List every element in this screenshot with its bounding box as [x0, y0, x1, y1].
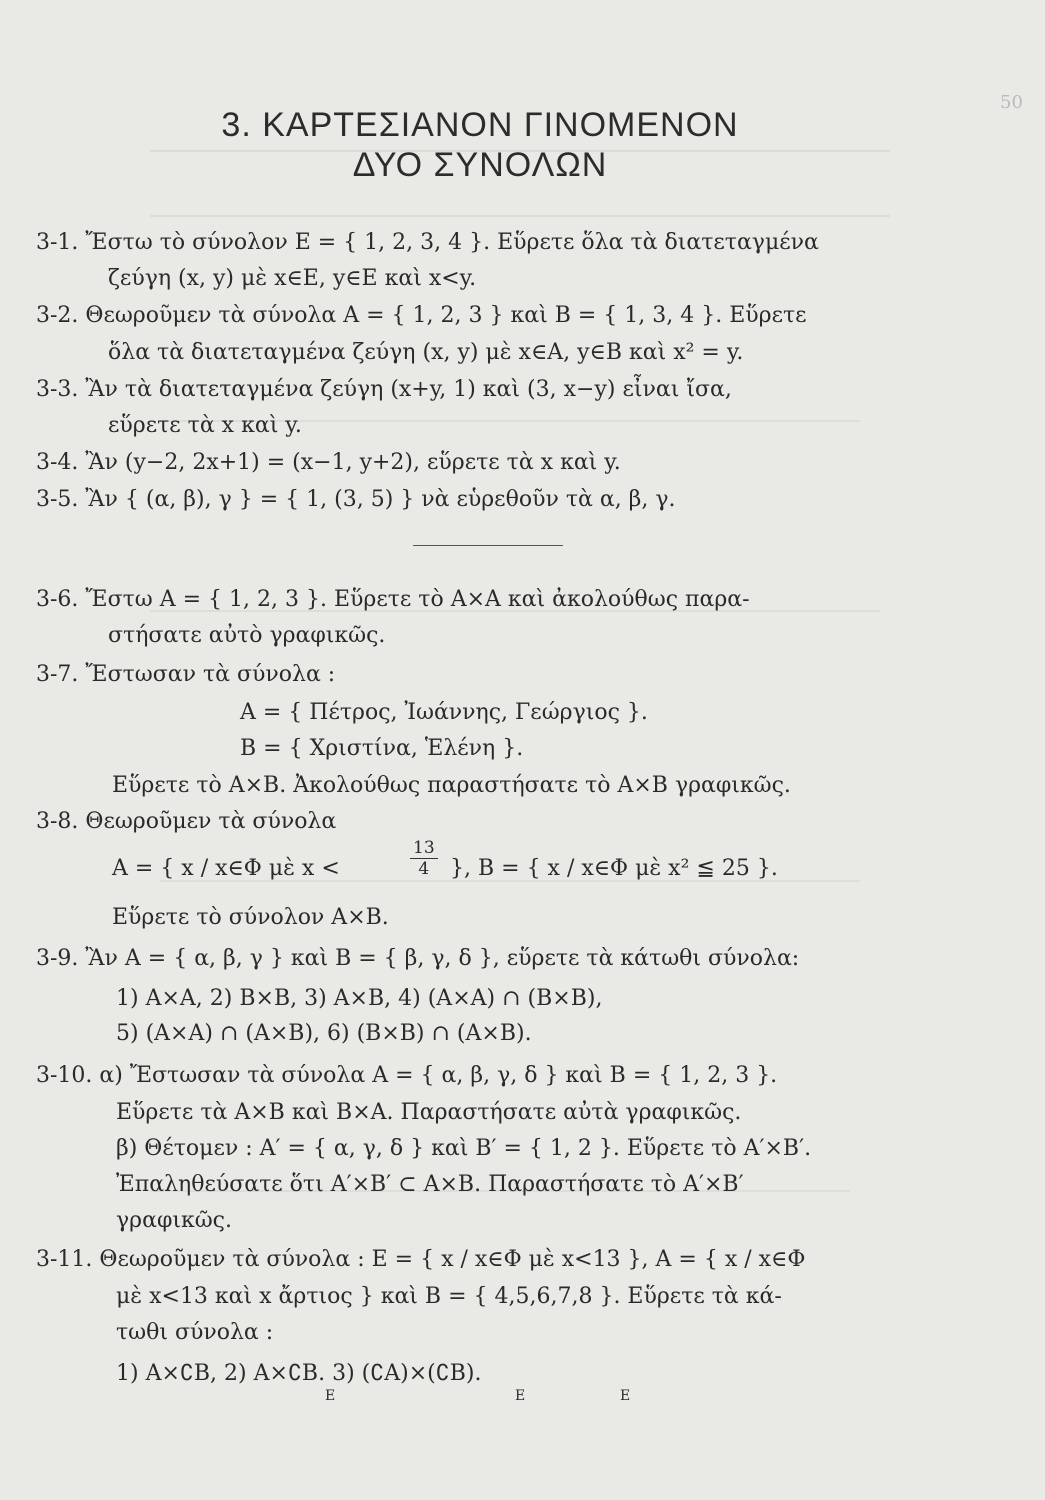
exercise-3-10-line-5: γραφικῶς.	[116, 1208, 232, 1233]
exercise-3-8-set-b: }, Β = { x / x∈Φ μὲ x² ≦ 25 }.	[450, 856, 778, 881]
set-b-definition: Β = { Χριστίνα, Ἑλένη }.	[240, 736, 524, 761]
exercise-3-10-line-1: 3-10. α) Ἔστωσαν τὰ σύνολα Α = { α, β, γ, δ } καὶ Β = { 1, 2, 3 }.	[36, 1063, 778, 1088]
exercise-3-9-line-1: 3-9. Ἂν Α = { α, β, γ } καὶ Β = { β, γ, δ }, εὕρετε τὰ κάτωθι σύνολα:	[36, 946, 800, 971]
fraction-numerator: 13	[410, 838, 438, 859]
fraction-denominator: 4	[418, 859, 430, 879]
exercise-3-10-line-2: Εὕρετε τὰ Α×Β καὶ Β×Α. Παραστήσατε αὐτὰ γραφικῶς.	[116, 1100, 742, 1125]
subscript-e-3: Ε	[620, 1388, 631, 1404]
exercise-3-2-line-2: ὅλα τὰ διατεταγμένα ζεύγη (x, y) μὲ x∈Α, y∈Β καὶ x² = y.	[108, 340, 744, 365]
exercise-3-6-line-1: 3-6. Ἔστω Α = { 1, 2, 3 }. Εὕρετε τὸ Α×Α καὶ ἀκολούθως παρα-	[36, 587, 750, 612]
exercise-3-8-line-3: Εὕρετε τὸ σύνολον Α×Β.	[112, 905, 389, 930]
exercise-3-8-set-a: Α = { x / x∈Φ μὲ x <	[112, 856, 340, 881]
exercise-3-9-line-3: 5) (Α×Α) ∩ (Α×Β), 6) (Β×Β) ∩ (Α×Β).	[116, 1021, 532, 1046]
subscript-e-2: Ε	[515, 1388, 526, 1404]
exercise-3-7-line-1: 3-7. Ἔστωσαν τὰ σύνολα :	[36, 662, 336, 687]
chapter-title-line-2: ΔΥΟ ΣΥΝΟΛΩΝ	[352, 146, 608, 184]
section-divider	[413, 545, 563, 546]
exercise-3-1-line-2: ζεύγη (x, y) μὲ x∈Ε, y∈Ε καὶ x<y.	[108, 266, 477, 291]
exercise-3-2-line-1: 3-2. Θεωροῦμεν τὰ σύνολα Α = { 1, 2, 3 } καὶ Β = { 1, 3, 4 }. Εὕρετε	[36, 303, 807, 328]
exercise-3-9-line-2: 1) Α×Α, 2) Β×Β, 3) Α×Β, 4) (Α×Α) ∩ (Β×Β),	[116, 986, 603, 1011]
fraction-13-over-4	[410, 838, 438, 879]
subscript-e-1: Ε	[325, 1388, 336, 1404]
exercise-3-11-line-2: μὲ x<13 καὶ x ἄρτιος } καὶ Β = { 4,5,6,7,8 }. Εὕρετε τὰ κά-	[116, 1284, 782, 1309]
set-a-definition: Α = { Πέτρος, Ἰωάννης, Γεώργιος }.	[240, 700, 648, 725]
exercise-3-10-line-3: β) Θέτομεν : Α′ = { α, γ, δ } καὶ Β′ = { 1, 2 }. Εὕρετε τὸ Α′×Β′.	[116, 1136, 812, 1161]
exercise-3-6-line-2: στήσατε αὐτὸ γραφικῶς.	[108, 623, 386, 648]
exercise-3-3-line-2: εὕρετε τὰ x καὶ y.	[108, 413, 302, 438]
exercise-3-4: 3-4. Ἂν (y−2, 2x+1) = (x−1, y+2), εὕρετε τὰ x καὶ y.	[36, 450, 621, 475]
exercise-3-11-line-1: 3-11. Θεωροῦμεν τὰ σύνολα : Ε = { x / x∈Φ μὲ x<13 }, Α = { x / x∈Φ	[36, 1247, 806, 1272]
exercise-3-3-line-1: 3-3. Ἂν τὰ διατεταγμένα ζεύγη (x+y, 1) καὶ (3, x−y) εἶναι ἴσα,	[36, 377, 732, 402]
exercise-3-10-line-4: Ἐπαληθεύσατε ὅτι Α′×Β′ ⊂ Α×Β. Παραστήσατε τὸ Α′×Β′	[116, 1172, 744, 1197]
exercise-3-5: 3-5. Ἂν { (α, β), γ } = { 1, (3, 5) } νὰ εὑρεθοῦν τὰ α, β, γ.	[36, 487, 676, 512]
exercise-3-7-line-4: Εὕρετε τὸ Α×Β. Ἀκολούθως παραστήσατε τὸ Α×Β γραφικῶς.	[112, 773, 791, 798]
chapter-title-line-1: 3. ΚΑΡΤΕΣΙΑΝΟΝ ΓΙΝΟΜΕΝΟΝ	[221, 106, 739, 144]
exercise-3-1-line-1: 3-1. Ἔστω τὸ σύνολον Ε = { 1, 2, 3, 4 }. Εὕρετε ὅλα τὰ διατεταγμένα	[36, 230, 819, 255]
exercise-3-11-line-4: 1) Α×∁Β, 2) Α×∁Β. 3) (∁Α)×(∁Β).	[116, 1361, 482, 1386]
exercise-3-11-line-3: τωθι σύνολα :	[116, 1320, 274, 1345]
page-number: 50	[1000, 92, 1023, 113]
exercise-3-8-line-1: 3-8. Θεωροῦμεν τὰ σύνολα	[36, 809, 337, 834]
